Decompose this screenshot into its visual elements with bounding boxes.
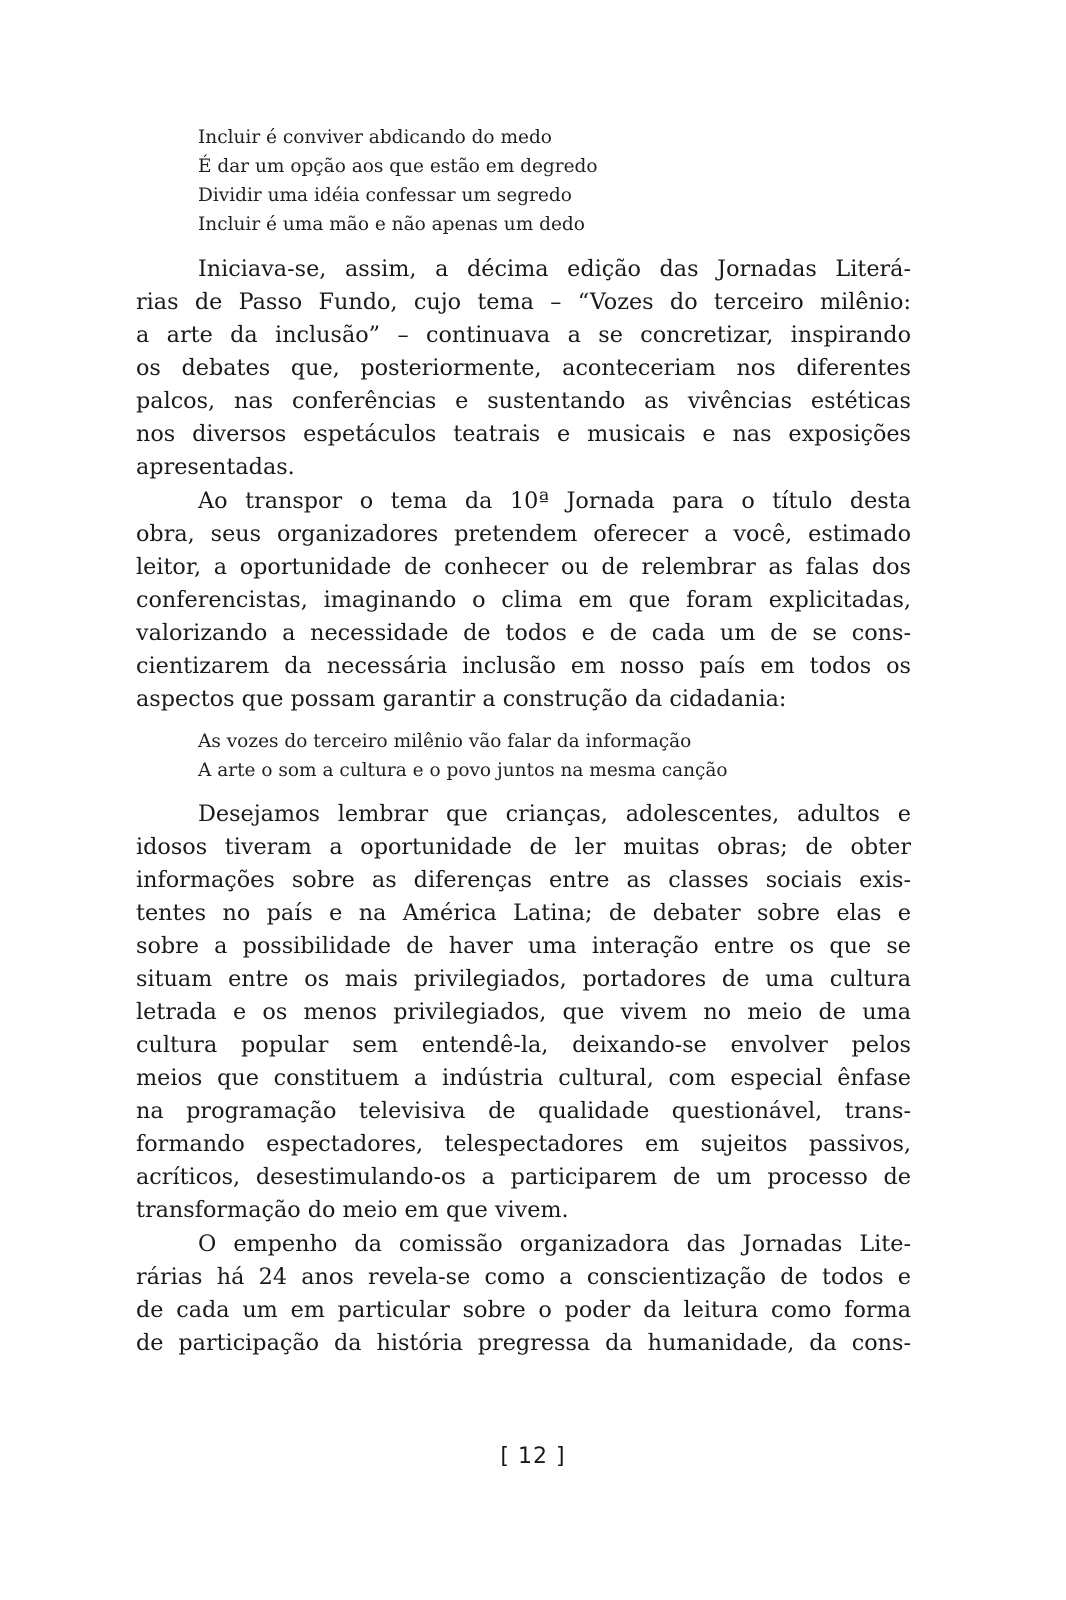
paragraph-3-line: acríticos, desestimulando-os a participarem de um processo de bbox=[136, 1164, 911, 1190]
paragraph-3-line: informações sobre as diferenças entre as classes sociais exis- bbox=[136, 867, 911, 893]
paragraph-1-line: os debates que, posteriormente, aconteceriam nos diferentes bbox=[136, 355, 911, 381]
verse-line: A arte o som a cultura e o povo juntos na mesma canção bbox=[198, 760, 728, 781]
paragraph-1-line: apresentadas. bbox=[136, 454, 295, 480]
verse-line: As vozes do terceiro milênio vão falar da informação bbox=[198, 731, 692, 752]
paragraph-3-line: sobre a possibilidade de haver uma interação entre os que se bbox=[136, 933, 911, 959]
paragraph-4-line: de participação da história pregressa da humanidade, da cons- bbox=[136, 1330, 911, 1356]
paragraph-1-line: nos diversos espetáculos teatrais e musicais e nas exposições bbox=[136, 421, 911, 447]
paragraph-2-line: conferencistas, imaginando o clima em que foram explicitadas, bbox=[136, 587, 911, 613]
paragraph-3-line: letrada e os menos privilegiados, que vivem no meio de uma bbox=[136, 999, 911, 1025]
paragraph-3-line: situam entre os mais privilegiados, portadores de uma cultura bbox=[136, 966, 911, 992]
paragraph-1-line: Iniciava-se, assim, a décima edição das Jornadas Literá- bbox=[198, 256, 911, 282]
verse-line: É dar um opção aos que estão em degredo bbox=[198, 156, 598, 177]
paragraph-1-line: a arte da inclusão” – continuava a se concretizar, inspirando bbox=[136, 322, 911, 348]
verse-line: Incluir é conviver abdicando do medo bbox=[198, 127, 552, 148]
paragraph-3-line: meios que constituem a indústria cultural, com especial ênfase bbox=[136, 1065, 911, 1091]
paragraph-3-line: transformação do meio em que vivem. bbox=[136, 1197, 569, 1223]
verse-line: Incluir é uma mão e não apenas um dedo bbox=[198, 214, 585, 235]
verse-line: Dividir uma idéia confessar um segredo bbox=[198, 185, 572, 206]
paragraph-2-line: aspectos que possam garantir a construção da cidadania: bbox=[136, 686, 787, 712]
paragraph-3-line: Desejamos lembrar que crianças, adolescentes, adultos e bbox=[198, 801, 911, 827]
paragraph-2-line: leitor, a oportunidade de conhecer ou de relembrar as falas dos bbox=[136, 554, 911, 580]
paragraph-2-line: cientizarem da necessária inclusão em nosso país em todos os bbox=[136, 653, 911, 679]
paragraph-1-line: rias de Passo Fundo, cujo tema – “Vozes do terceiro milênio: bbox=[136, 289, 911, 315]
paragraph-3-line: cultura popular sem entendê-la, deixando-se envolver pelos bbox=[136, 1032, 911, 1058]
paragraph-4-line: O empenho da comissão organizadora das Jornadas Lite- bbox=[198, 1231, 911, 1257]
paragraph-2-line: obra, seus organizadores pretendem oferecer a você, estimado bbox=[136, 521, 911, 547]
quoted-verse bbox=[198, 727, 958, 785]
paragraph-4-line: rárias há 24 anos revela-se como a conscientização de todos e bbox=[136, 1264, 911, 1290]
paragraph-3-line: formando espectadores, telespectadores em sujeitos passivos, bbox=[136, 1131, 911, 1157]
epigraph-verse bbox=[198, 123, 958, 239]
page-number: [ 12 ] bbox=[500, 1444, 566, 1469]
paragraph-1-line: palcos, nas conferências e sustentando as vivências estéticas bbox=[136, 388, 911, 414]
paragraph-2-line: valorizando a necessidade de todos e de cada um de se cons- bbox=[136, 620, 911, 646]
paragraph-3-line: na programação televisiva de qualidade questionável, trans- bbox=[136, 1098, 911, 1124]
paragraph-4-line: de cada um em particular sobre o poder da leitura como forma bbox=[136, 1297, 911, 1323]
paragraph-3-line: idosos tiveram a oportunidade de ler muitas obras; de obter bbox=[136, 834, 911, 860]
paragraph-3-line: tentes no país e na América Latina; de debater sobre elas e bbox=[136, 900, 911, 926]
paragraph-2-line: Ao transpor o tema da 10ª Jornada para o título desta bbox=[198, 488, 911, 514]
